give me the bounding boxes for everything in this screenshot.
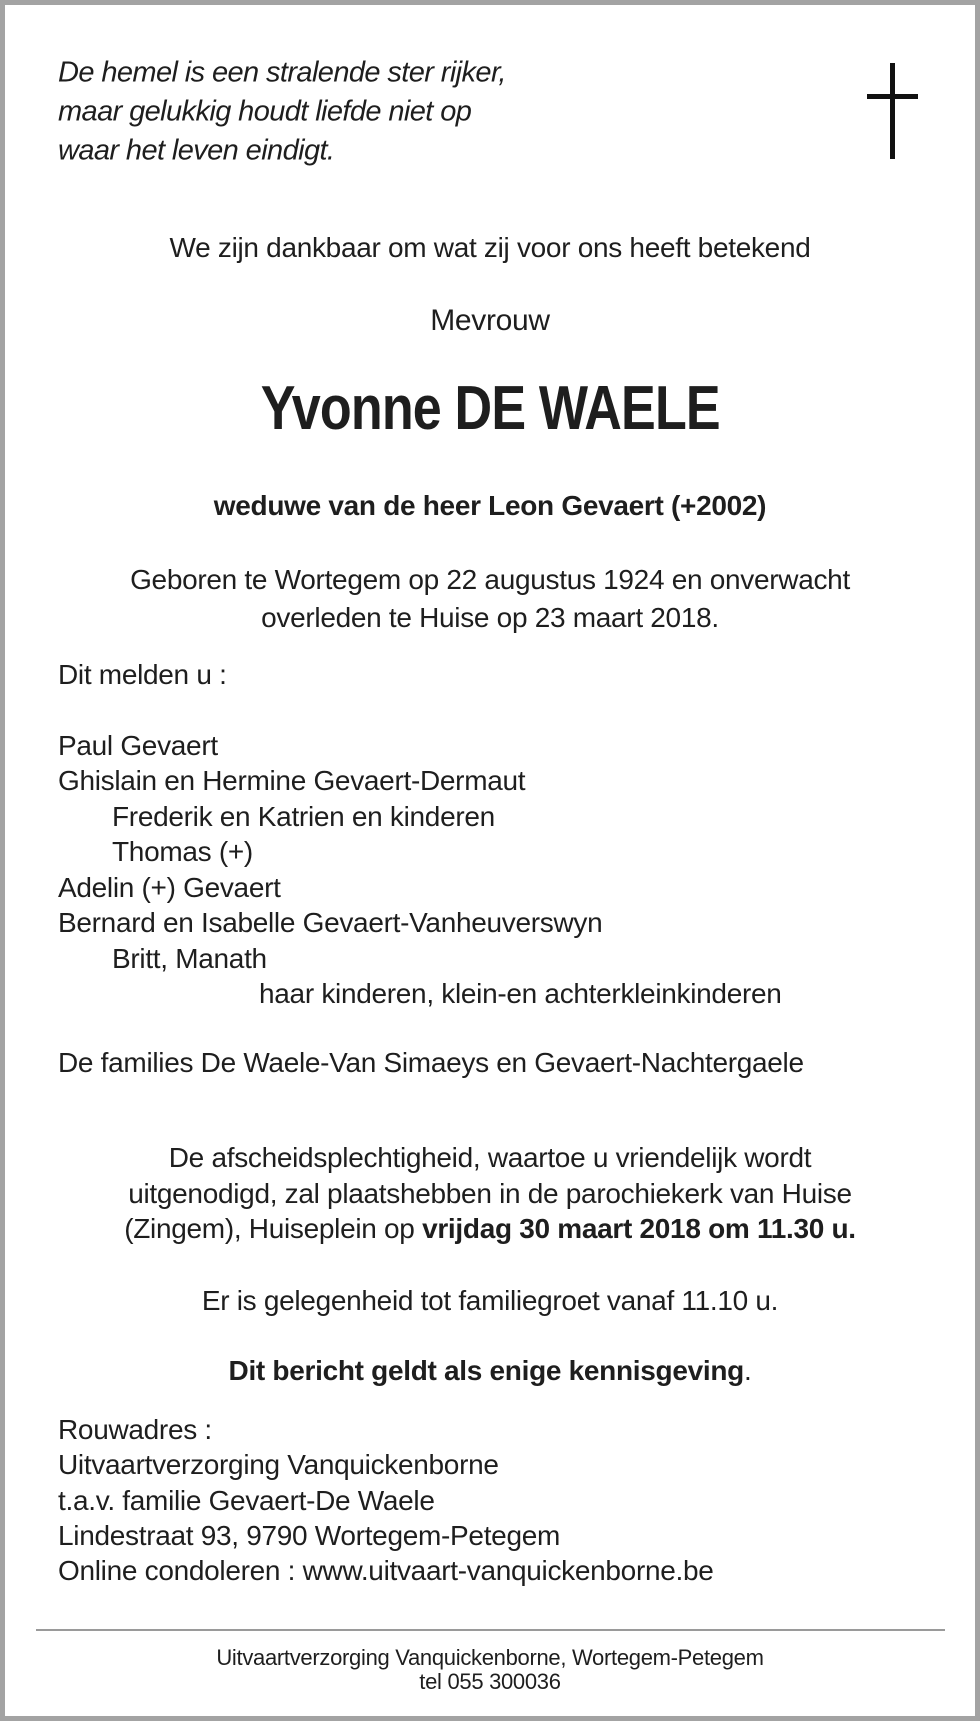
ceremony-line: uitgenodigd, zal plaatshebben in de parochiekerk van Huise: [128, 1178, 852, 1209]
widow-of: weduwe van de heer Leon Gevaert (+2002): [213, 490, 767, 521]
quote-line: De hemel is een stralende ster rijker,: [58, 56, 506, 89]
address-line: Uitvaartverzorging Vanquickenborne: [58, 1449, 499, 1480]
footer-phone: tel 055 300036: [419, 1669, 561, 1694]
ceremony-line: (Zingem), Huiseplein op vrijdag 30 maart 2018 om 11.30 u.: [124, 1213, 856, 1244]
family-member: Bernard en Isabelle Gevaert-Vanheuverswyn: [58, 907, 603, 938]
families-line: De families De Waele-Van Simaeys en Gevaert-Nachtergaele: [58, 1047, 804, 1078]
footer-funeral-home: Uitvaartverzorging Vanquickenborne, Wortegem-Petegem: [216, 1645, 764, 1670]
address-line: Rouwadres :: [58, 1414, 212, 1445]
family-member: Ghislain en Hermine Gevaert-Dermaut: [58, 765, 526, 796]
birth-death-line: overleden te Huise op 23 maart 2018.: [261, 602, 719, 633]
deceased-name: Yvonne DE WAELE: [260, 374, 720, 443]
greeting-text: Er is gelegenheid tot familiegroet vanaf 11.10 u.: [201, 1285, 779, 1316]
quote-line: waar het leven eindigt.: [58, 134, 335, 167]
ceremony-datetime: vrijdag 30 maart 2018 om 11.30 u.: [422, 1213, 856, 1244]
quote-line: maar gelukkig houdt liefde niet op: [58, 95, 472, 128]
family-member: Frederik en Katrien en kinderen: [112, 801, 495, 832]
announce-text: Dit melden u :: [58, 659, 227, 690]
birth-death-line: Geboren te Wortegem op 22 augustus 1924 en onverwacht: [130, 564, 850, 595]
salutation: Mevrouw: [430, 304, 550, 337]
family-member: Thomas (+): [112, 836, 253, 867]
family-member: Britt, Manath: [112, 943, 267, 974]
notice-text: Dit bericht geldt als enige kennisgeving.: [228, 1355, 752, 1386]
online-condolence-link[interactable]: Online condoleren : www.uitvaart-vanquickenborne.be: [58, 1555, 714, 1586]
footer-divider: [36, 1629, 945, 1631]
intro-text: We zijn dankbaar om wat zij voor ons heeft betekend: [169, 232, 811, 263]
obituary-notice: [5, 5, 975, 1716]
ceremony-line: De afscheidsplechtigheid, waartoe u vriendelijk wordt: [168, 1142, 812, 1173]
address-line: t.a.v. familie Gevaert-De Waele: [58, 1485, 435, 1516]
family-member: Adelin (+) Gevaert: [58, 872, 281, 903]
family-member: Paul Gevaert: [58, 730, 218, 761]
family-summary: haar kinderen, klein-en achterkleinkinderen: [259, 978, 782, 1009]
address-line: Lindestraat 93, 9790 Wortegem-Petegem: [58, 1520, 561, 1551]
